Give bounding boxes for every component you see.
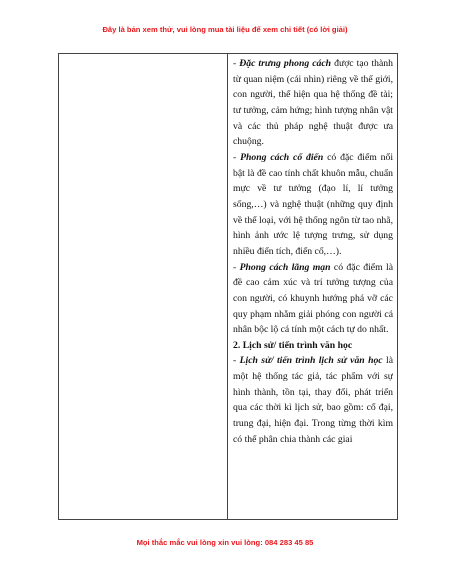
term-style-traits: Đặc trưng phong cách [239, 58, 332, 69]
term-classical-style: Phong cách cổ điển [240, 151, 324, 163]
paragraph-romantic-style: - Phong cách lãng mạn có đặc điểm là đề cao cảm xúc và trí tưởng tượng của con người, có khuynh hướng phá vỡ các quy phạm nhằm giải phóng con người cá nhân bộc lộ cá tính một cách tự do nhất. [233, 261, 393, 336]
term-literary-history: Lịch sử/ tiến trình lịch sử văn học [239, 355, 383, 367]
preview-notice-banner: Đây là bản xem thử, vui lòng mua tài liệu để xem chi tiết (có lời giải) [102, 25, 348, 34]
paragraph-literary-history: - Lịch sử/ tiến trình lịch sử văn học là một hệ thống tác giả, tác phẩm với sự hình thành, tồn tại, thay đổi, phát triển qua các thời kì lịch sử, bao gồm: cổ đại, trung đại, hiện đại. Trong từng thời kìm có thể phân chia thành các giai [233, 355, 393, 445]
right-column-text [233, 56, 393, 518]
paragraph-style-traits: - Đặc trưng phong cách được tạo thành từ quan niệm (cái nhìn) riêng về thế giới, con người, thể hiện qua hệ thống đề tài; tư tưởng, cảm hứng; hình tượng nhân vật và các thủ pháp nghệ thuật được ưa chuộng. [233, 58, 393, 148]
column-divider [227, 54, 228, 519]
section-heading: 2. Lịch sử/ tiến trình văn học [233, 339, 353, 351]
term-romantic-style: Phong cách lãng mạn [239, 261, 331, 273]
paragraph-classical-style: - Phong cách cổ điển có đặc điểm nổi bật là đề cao tính chất khuôn mẫu, chuẩn mực về tư tưởng (đạo lí, lí tưởng sống,…) và nghệ thuật (những quy định về thể loại, với hệ thống ngôn từ tao nhã, hình ảnh ước lệ tượng trưng, sử dụng nhiều điển tích, điển cố,…). [233, 151, 393, 257]
content-table [58, 53, 398, 520]
contact-footer-banner: Mọi thắc mắc vui lòng xin vui lòng: 084 283 45 85 [136, 538, 314, 547]
